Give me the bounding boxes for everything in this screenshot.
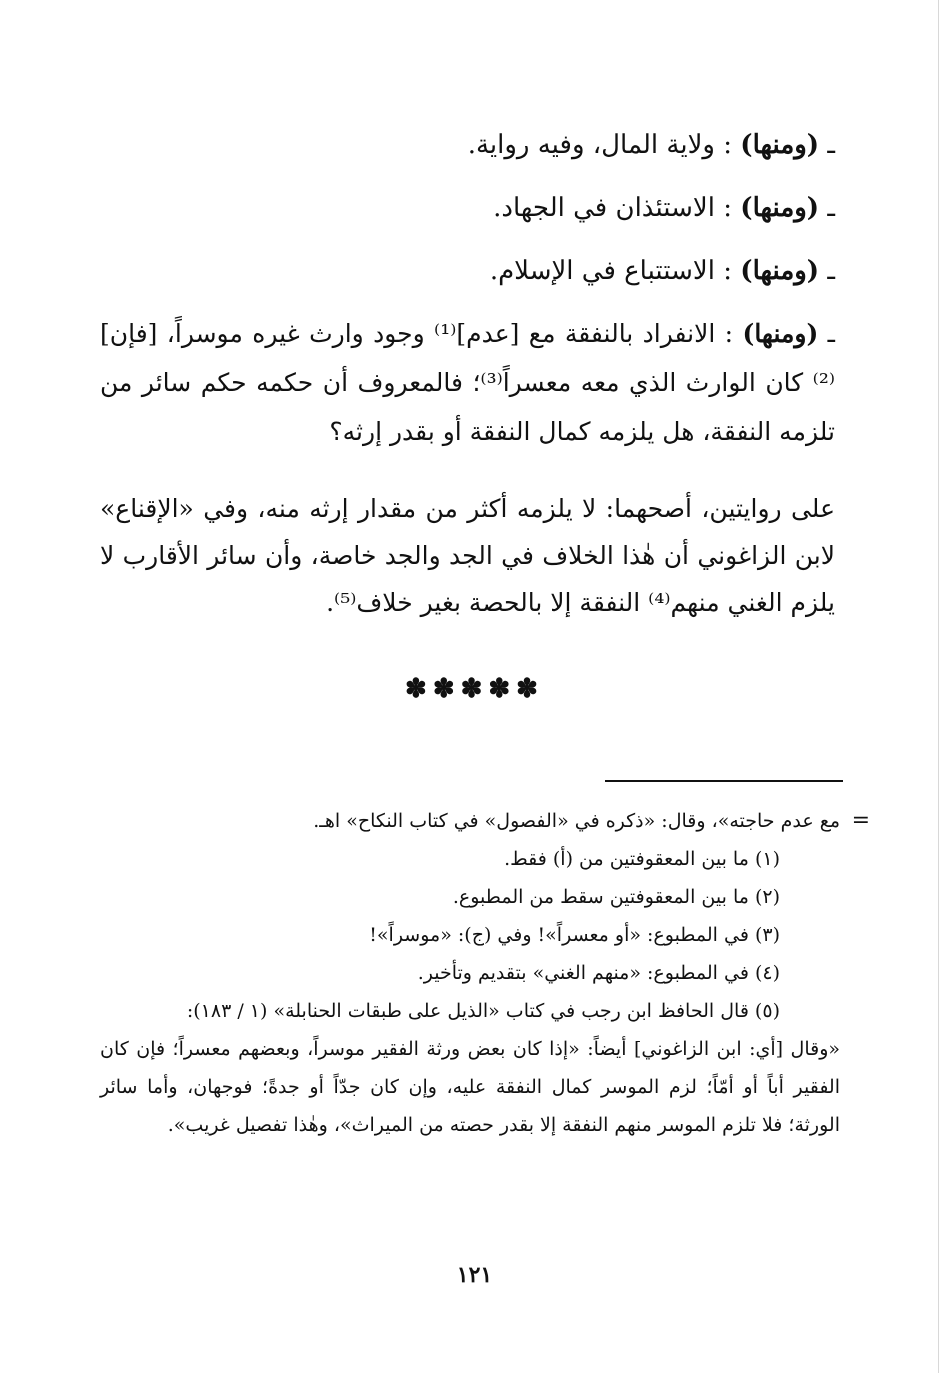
footnote-2: (٢) ما بين المعقوفتين سقط من المطبوع. <box>452 886 780 908</box>
list-items <box>100 130 835 456</box>
item-dash: ـ <box>827 193 835 223</box>
footnote-continuation <box>100 802 870 840</box>
footnote-continuation-text: مع عدم حاجته»، وقال: «ذكره في «الفصول» في كتاب النكاح» اهـ. <box>313 810 840 832</box>
footnote-1: (١) ما بين المعقوفتين من (أ) فقط. <box>504 848 780 870</box>
footnote-5-quote: «وقال [أي: ابن الزاغوني] أيضاً: «إذا كان بعض ورثة الفقير موسراً، وبعضهم معسراً؛ فإن كان الفقير أباً أو أمّاً؛ لزم الموسر كمال النفقة عليه، وإن كان جدّاً أو جدةً؛ فوجهان، وأما سائر الورثة؛ فلا تلزم الموسر منهم النفقة إلا بقدر حصته من الميراث»، وهٰذا تفصيل غريب». <box>100 1038 840 1136</box>
footnotes <box>100 802 870 1144</box>
continuation-mark: = <box>851 808 870 833</box>
list-item <box>100 193 835 223</box>
list-item <box>100 309 835 456</box>
item-text: : ولاية المال، وفيه رواية. <box>467 130 732 160</box>
item-dash: ـ <box>827 319 835 348</box>
item-keyword: (ومنها) <box>740 130 820 160</box>
section-separator: ✽✽✽✽✽ <box>405 674 544 704</box>
item-keyword: (ومنها) <box>742 319 819 348</box>
item-dash: ـ <box>827 256 835 286</box>
item-keyword: (ومنها) <box>740 193 820 223</box>
footnote-divider <box>605 780 843 782</box>
item-keyword: (ومنها) <box>740 256 820 286</box>
footnote-5: (٥) قال الحافظ ابن رجب في كتاب «الذيل على طبقات الحنابلة» (١ / ١٨٣): <box>186 1000 780 1022</box>
page-number: ١٢١ <box>456 1262 493 1288</box>
item-text: : الاستتباع في الإسلام. <box>489 256 732 286</box>
item-text: : الاستئذان في الجهاد. <box>493 193 732 223</box>
footnote-3: (٣) في المطبوع: «أو معسراً»! وفي (ج): «موسراً»! <box>369 924 780 946</box>
footnote-4: (٤) في المطبوع: «منهم الغني» بتقديم وتأخير. <box>417 962 780 984</box>
item-dash: ـ <box>827 130 835 160</box>
list-item <box>100 130 835 160</box>
body-paragraph: على روايتين، أصحهما: لا يلزمه أكثر من مقدار إرثه منه، وفي «الإقناع» لابن الزاغوني أن هٰذا الخلاف في الجد والجد خاصة، وأن سائر الأقارب لا يلزم الغني منهم⁽⁴⁾ النفقة إلا بالحصة بغير خلاف⁽⁵⁾. <box>100 494 835 617</box>
item-text: : الانفراد بالنفقة مع [عدم]⁽¹⁾ وجود وارث غيره موسراً، [فإن]⁽²⁾ كان الوارث الذي معه معسراً⁽³⁾؛ فالمعروف أن حكمه حكم سائر من تلزمه النفقة، هل يلزمه كمال النفقة أو بقدر إرثه؟ <box>100 319 835 446</box>
list-item <box>100 256 835 286</box>
